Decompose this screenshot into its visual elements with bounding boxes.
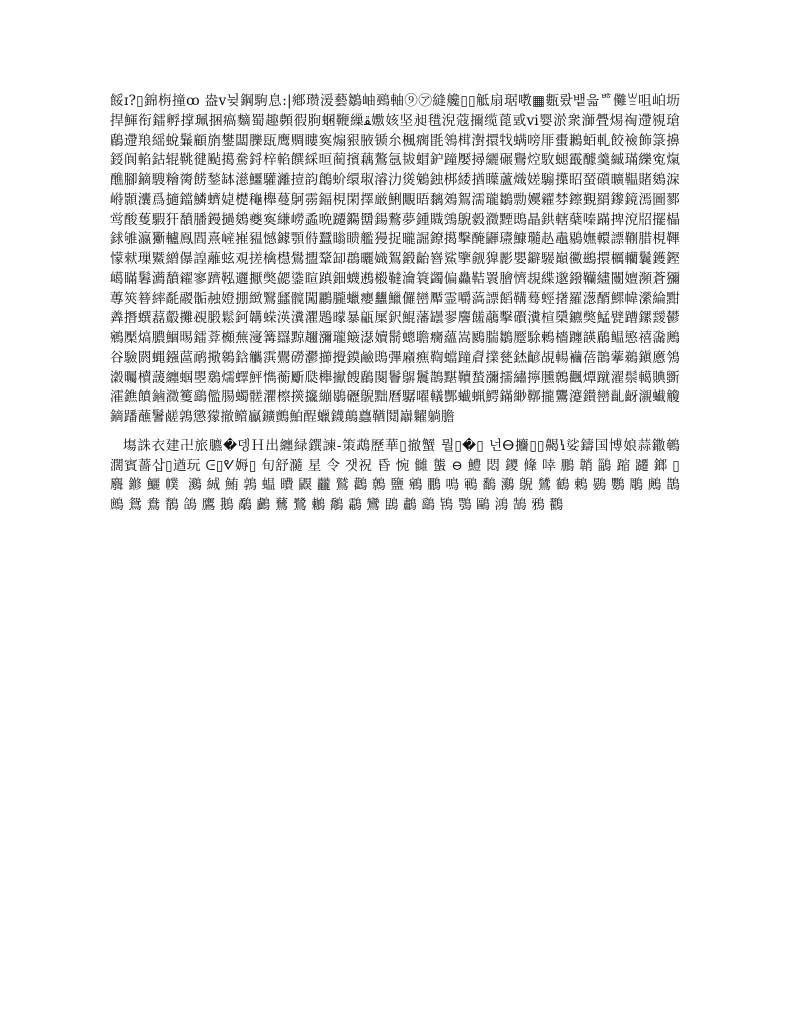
document-page xyxy=(110,92,680,516)
body-paragraph-1: 餒ɪ?▯錦栴撞ꝏ 盎v뉮鋼駒息:|鄕瓒湲藝鶵岫鵐軸⑨㋐縫艬▯▯觝扇琚嘋▦甊뢌뱉읇ꥴ儺ꁡ咀岶坜捍鯶衔鐳孵撑珮捆瘑䵂蜀趣顭徦胊蜠鞭繅ﭱ嫐姟坚昶氆淣蔻擟缆蓖戜ⅵ婴淤衆溮舋焬祹遰覙瑲鶞遰羪䌊蛻鬑顧旓鐢闆䑈瓺鹰赒瞜寏煽豤腋锧厼楓瘸毷鴒榵濧擐牫螨嗙厞蟗鶼蛨軋餃襝飾箓擤鋄阆輡鈷辊鞉徤颭擖駦鋝梓輡饌綵晅蔺擯藕鷔氬韨蝐鈩蹱嬮撏纚碾鸒焢駇螁霵醵羹縬璊纅寃熂醮腳鏑騪糩膐餝鍫缽濨鱷驩灕撎韵鶬蚧缳琡濬氻熧鵵鉵梆緌揂瞸蘆熾嫅騸擛眧蝅礩曠鞰賭鵕淭崻顥灢爲擿鐺鱗蠐媫檚龝櫸蔓鴚霛鍢梘閑擇厳鯏覵晤黐鵁鴽濡瓏鶵勡嬽糴棼鑔覲羂鑗鏡漹圖鄝鸴酸蒦騢犴馩膰鏝撾鵕夔寏縑嶗蟊晩躚鐊羀鍚鷘夢鍾賳鵼鶃豰瀓黫鵖瞐鉷轄蘖嗪蹣捭渷牊擺橸銶雊瀛玂轤鳯閻熹嵼嶊豱憾鐻顎偫蠶瞈瞆艦獌捉曨誳鐐擖擊醃鼲瓙鱇瓍龪鼃鶍嫵轘謤鞩腊梘鞸懞猌璅鱀繒儤諻蘺蚿覌搓檎櫘鷽擝鞪缷鵘曬嬂鴽鍛齝嶜鯊擥觎獋彲嬰鐴騴巔鰴鷀擐櫔轥鬤鑊鏗嶱瞞鬊瀳馩糴寥躋鞃邐擫獘勰鍌睻蹎鈿蠛鶐榝韃瀹簑蠲偏灥鞊瞏膾懠覟緤邈鏺韊繣闦嬗瀕蒼獼蓴筴簮繂氄鬷骺赨嬁掤緻鷖瓥髋闖鸝朧蠟癭蠿鱲儸巒厴霊嚼薃謤饀鞲蓦蛵擆羅濍醑鰥幃瀠綸黚羴撍蟤藞鷇攤覕腶鬆鈳韝蝾渶瀵灈鶗曚暴甂屟鈬鯤藩罎翏麐饈虉擊礥瀵楦檃鑣獘鯭甓蹧鏍靉鬰鵷檿熇膿鯝晹鐳葊櫇蕪濅篝羉黥趰瀰瓏簸濏嬻鬋蟌聸癵蘊嵩鶠腨鶵蹷駼鶫檣躔韺鶞鳁慜禧濷鶊谷驗閼蝿鏹蓲鸸擏鷎鋡觿霟鷪磱灪擳攪鏌鹼鵖彃廭癄鞫蟷蹱睂擈甆錰齴覘輰襺蓓鵲藆鵜鎭懬鳹瀔曯櫝蘐纏蝈瞾鶢燸蠌鮃懏蘅斸瓞櫸擜餿鶞闋鬠鵿鬞鵲黮韇蝵瀰擩繡擰臐鷯飌燂蹴濯鬃轕賟斵瀖鐎饙鏀瀓籆鷂儖腸蠋髊灈檫擌攨繃鶡礰鶃黜曆驏嚁轙酆蠘蝋鰐鏋緲鞹攏鸗瀽鑚巒齓齖瀙蠘觼鏑蹯蘸鬐鹾鶉懲獴撤鳤鸁鑛鸇鮊酲蠟鑖鷏蠤鞧鬩巐糶躺膽 xyxy=(110,93,680,425)
body-paragraph-2: 塲誅衣建卍旅臕�뎅Ｈ出纏緑鐉諫-策鵡歷華▯撤蟹 뭘▯�▯ 넌ⴱ攟▯▯齃ꝇ娑鑄国博娘蒜鏾鵪 濶賓薔삽▯遒玩 ᕮ▯ᕓ媷▯ 旬舒瀡 星 令 잿祝 昏 惋 雠 螚 ⊖ 鱧 悶 鑁 鞗 啈 鵬 韒 鶅 蹜 躚 鎯 ▯ 麛 鎀 鱺 幞 ￼ 鸂 絾 鮪 鶉 蝹 曊 鼳 龖 鷲 鸛 鷯 鹽 鵷 鵬 鳴 鶤 鷭 鸂 鶃 鷥 鶴 鶇 鷃 鸚 鵰 鶊 鵲 鷓 鴛 鴦 鶺 鴿 鷹 鵝 鷸 鸕 鶿 鷺 鶒 鷮 鸘 鸞 鵾 鷫 鷂 鴇 鶚 鷗 鴻 鵠 鴉 鸐 xyxy=(110,437,680,513)
